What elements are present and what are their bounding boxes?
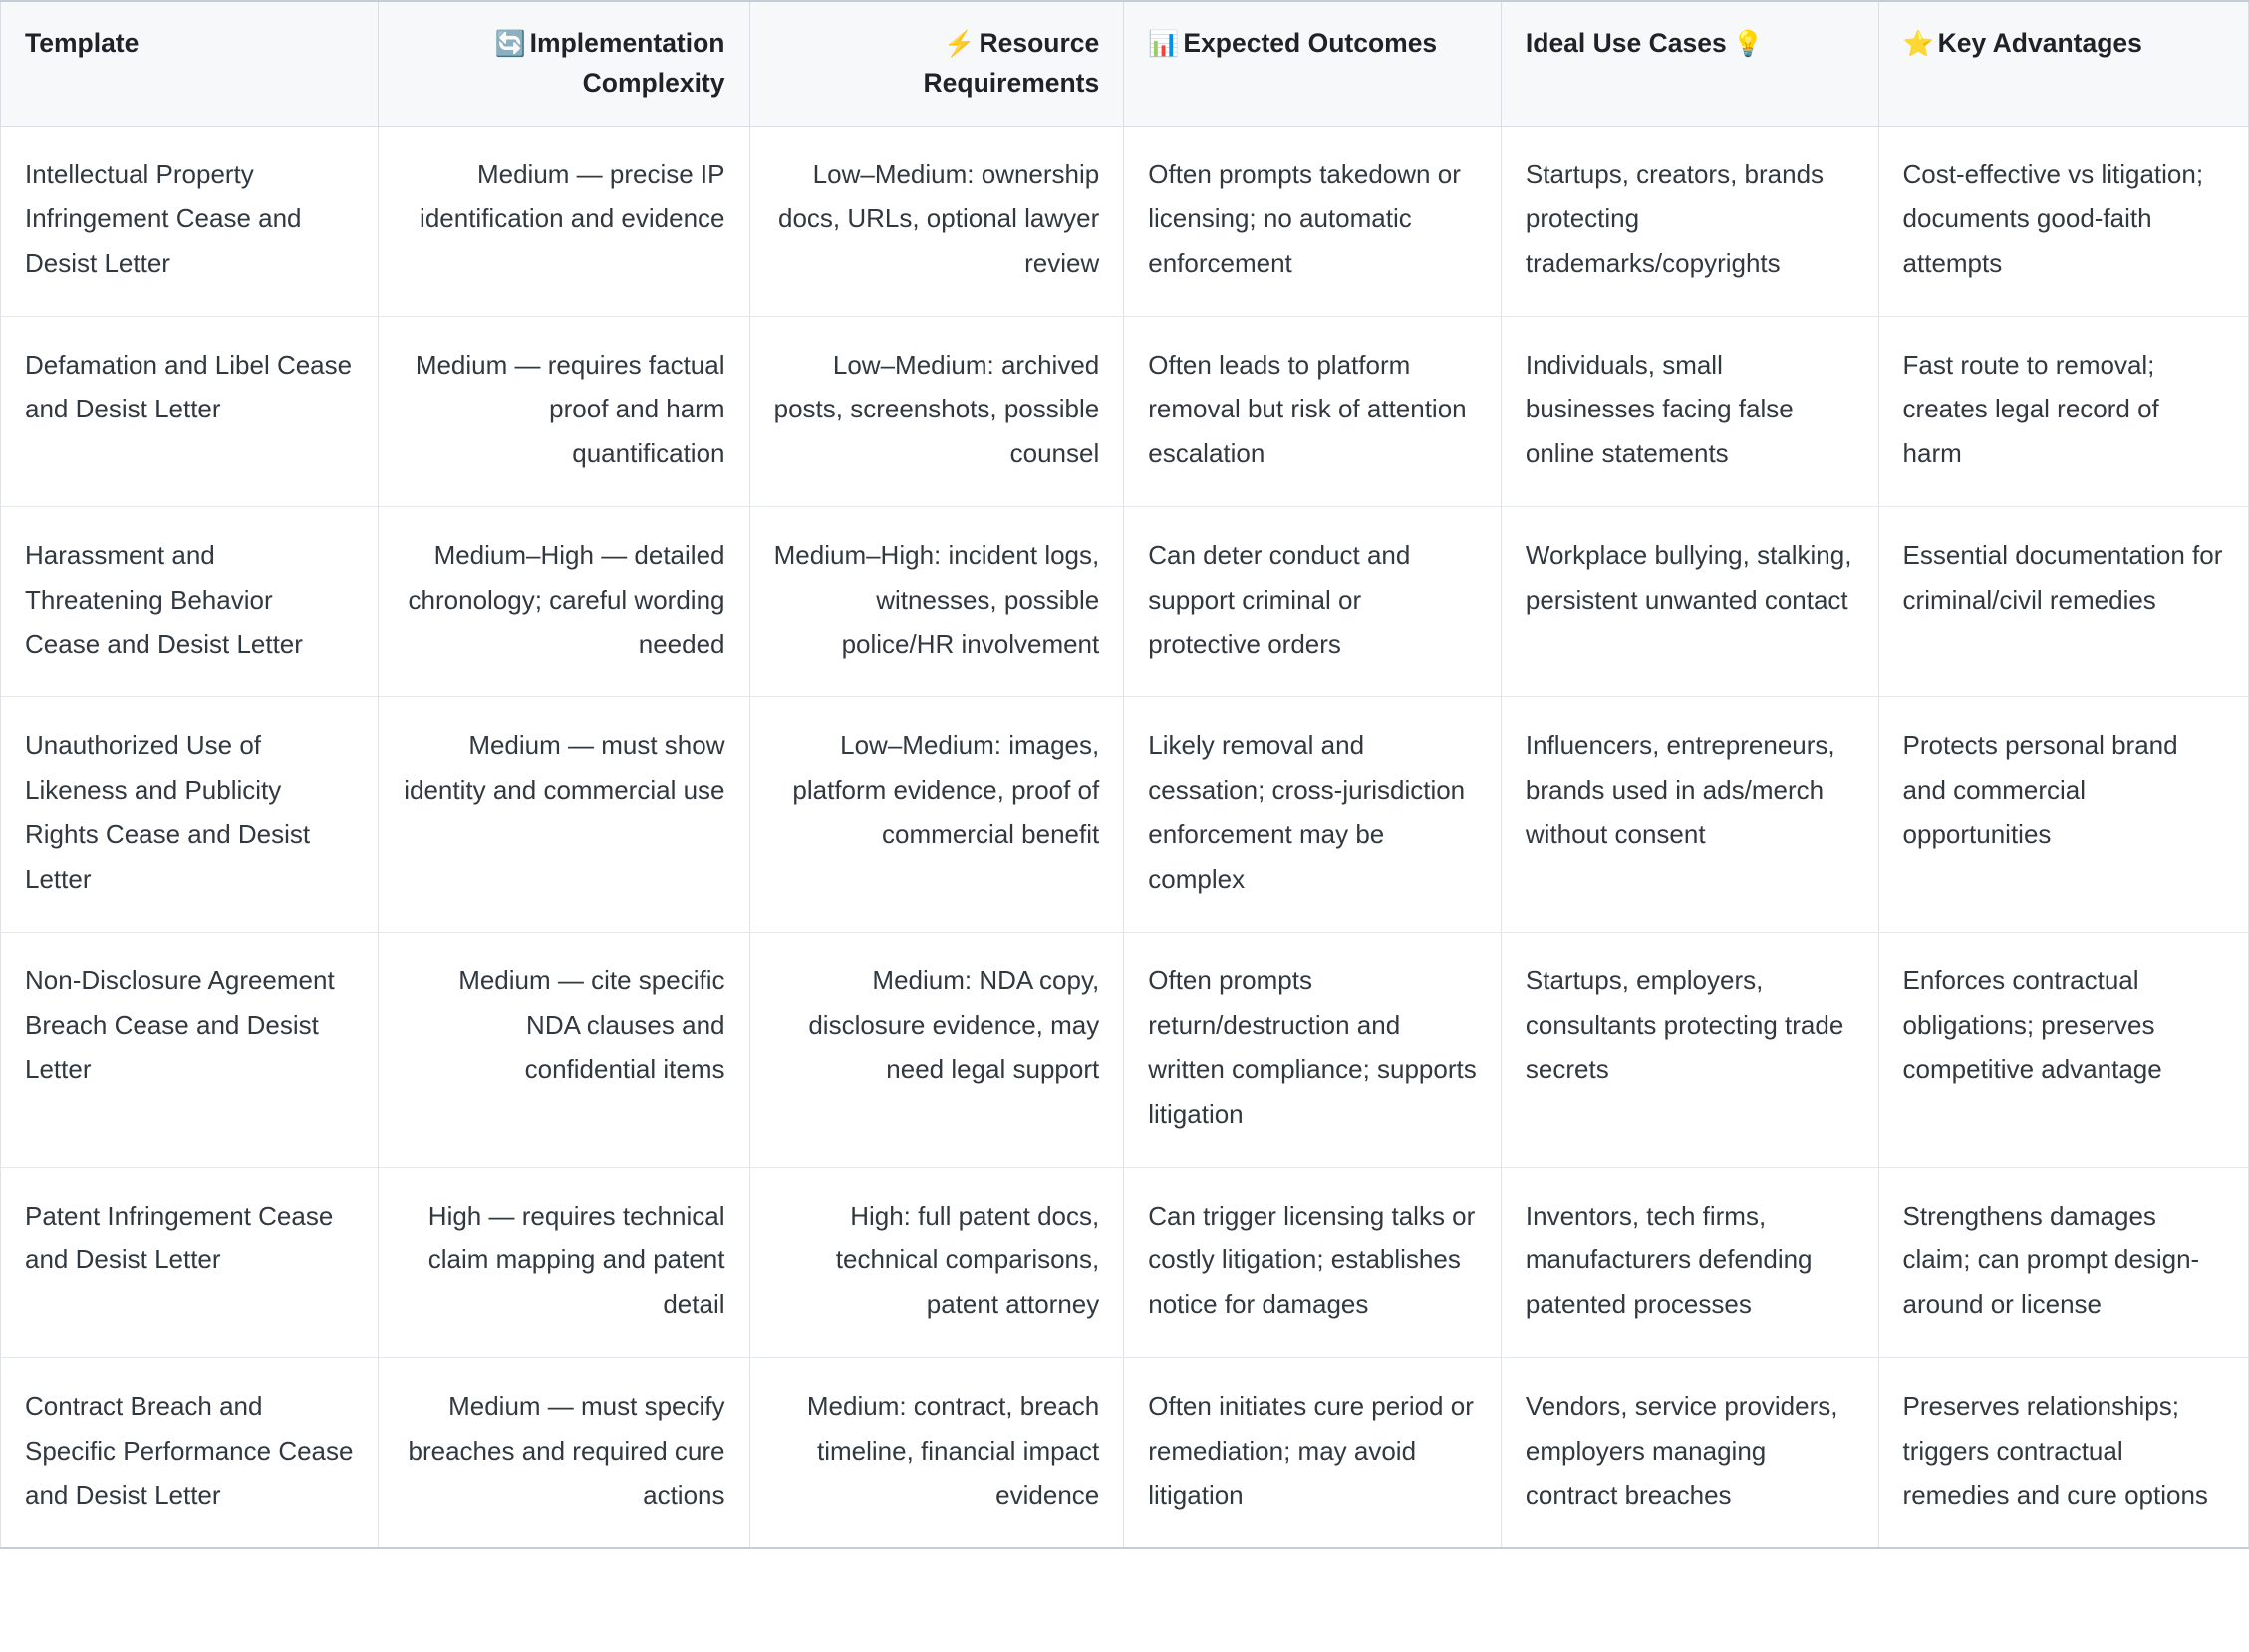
cell-complexity: High — requires technical claim mapping and patent detail xyxy=(378,1167,749,1357)
cell-complexity: Medium — must specify breaches and required cure actions xyxy=(378,1357,749,1548)
cell-advantages: Strengthens damages claim; can prompt design-around or license xyxy=(1878,1167,2248,1357)
column-header-expected-outcomes-label: Expected Outcomes xyxy=(1183,28,1438,58)
cell-resources: Low–Medium: archived posts, screenshots, possible counsel xyxy=(749,316,1124,506)
column-header-expected-outcomes[interactable] xyxy=(1124,1,1502,126)
lightning-icon: ⚡ xyxy=(944,30,976,58)
column-header-resource-requirements-label: Resource Requirements xyxy=(923,28,1100,98)
cell-outcomes: Often initiates cure period or remediation; may avoid litigation xyxy=(1124,1357,1502,1548)
cell-template: Non-Disclosure Agreement Breach Cease and Desist Letter xyxy=(1,932,379,1167)
cell-advantages: Enforces contractual obligations; preserves competitive advantage xyxy=(1878,932,2248,1167)
cell-use-cases: Startups, creators, brands protecting trademarks/copyrights xyxy=(1501,126,1878,316)
column-header-key-advantages[interactable] xyxy=(1878,1,2248,126)
cell-advantages: Essential documentation for criminal/civil remedies xyxy=(1878,506,2248,696)
table-row xyxy=(1,506,2249,696)
cell-template: Patent Infringement Cease and Desist Letter xyxy=(1,1167,379,1357)
table-row xyxy=(1,126,2249,316)
cell-advantages: Cost-effective vs litigation; documents good-faith attempts xyxy=(1878,126,2248,316)
cell-complexity: Medium–High — detailed chronology; careful wording needed xyxy=(378,506,749,696)
cell-template: Unauthorized Use of Likeness and Publicity Rights Cease and Desist Letter xyxy=(1,696,379,932)
cell-template: Intellectual Property Infringement Cease and Desist Letter xyxy=(1,126,379,316)
cell-outcomes: Often leads to platform removal but risk of attention escalation xyxy=(1124,316,1502,506)
column-header-template[interactable] xyxy=(1,1,379,126)
table-header xyxy=(1,1,2249,126)
column-header-ideal-use-cases-label: Ideal Use Cases xyxy=(1525,28,1727,58)
cell-resources: Medium: contract, breach timeline, financial impact evidence xyxy=(749,1357,1124,1548)
cell-complexity: Medium — requires factual proof and harm quantification xyxy=(378,316,749,506)
cell-use-cases: Workplace bullying, stalking, persistent unwanted contact xyxy=(1501,506,1878,696)
table-row xyxy=(1,1167,2249,1357)
cell-resources: Low–Medium: images, platform evidence, proof of commercial benefit xyxy=(749,696,1124,932)
lightbulb-icon: 💡 xyxy=(1732,30,1764,58)
cell-advantages: Fast route to removal; creates legal record of harm xyxy=(1878,316,2248,506)
column-header-ideal-use-cases[interactable] xyxy=(1501,1,1878,126)
cell-outcomes: Likely removal and cessation; cross-jurisdiction enforcement may be complex xyxy=(1124,696,1502,932)
star-icon: ⭐ xyxy=(1902,30,1934,58)
bar-chart-icon: 📊 xyxy=(1148,30,1180,58)
table-row xyxy=(1,696,2249,932)
cell-outcomes: Often prompts takedown or licensing; no automatic enforcement xyxy=(1124,126,1502,316)
cell-use-cases: Inventors, tech firms, manufacturers defending patented processes xyxy=(1501,1167,1878,1357)
table-body xyxy=(1,126,2249,1548)
cell-resources: Medium–High: incident logs, witnesses, possible police/HR involvement xyxy=(749,506,1124,696)
column-header-template-label: Template xyxy=(25,28,140,58)
cell-template: Defamation and Libel Cease and Desist Letter xyxy=(1,316,379,506)
cell-outcomes: Can deter conduct and support criminal or protective orders xyxy=(1124,506,1502,696)
column-header-implementation-complexity[interactable] xyxy=(378,1,749,126)
table-row xyxy=(1,932,2249,1167)
cell-complexity: Medium — precise IP identification and evidence xyxy=(378,126,749,316)
cell-resources: Low–Medium: ownership docs, URLs, optional lawyer review xyxy=(749,126,1124,316)
cell-outcomes: Can trigger licensing talks or costly litigation; establishes notice for damages xyxy=(1124,1167,1502,1357)
refresh-icon: 🔄 xyxy=(494,30,526,58)
cell-advantages: Preserves relationships; triggers contractual remedies and cure options xyxy=(1878,1357,2248,1548)
cell-advantages: Protects personal brand and commercial opportunities xyxy=(1878,696,2248,932)
cell-template: Contract Breach and Specific Performance Cease and Desist Letter xyxy=(1,1357,379,1548)
cell-resources: High: full patent docs, technical comparisons, patent attorney xyxy=(749,1167,1124,1357)
column-header-key-advantages-label: Key Advantages xyxy=(1937,28,2142,58)
cell-template: Harassment and Threatening Behavior Cease and Desist Letter xyxy=(1,506,379,696)
cell-complexity: Medium — cite specific NDA clauses and confidential items xyxy=(378,932,749,1167)
table-header-row xyxy=(1,1,2249,126)
cell-resources: Medium: NDA copy, disclosure evidence, may need legal support xyxy=(749,932,1124,1167)
cell-use-cases: Startups, employers, consultants protecting trade secrets xyxy=(1501,932,1878,1167)
column-header-resource-requirements[interactable] xyxy=(749,1,1124,126)
table-row xyxy=(1,316,2249,506)
table-row xyxy=(1,1357,2249,1548)
column-header-implementation-complexity-label: Implementation Complexity xyxy=(529,28,725,98)
cell-use-cases: Vendors, service providers, employers managing contract breaches xyxy=(1501,1357,1878,1548)
cell-outcomes: Often prompts return/destruction and written compliance; supports litigation xyxy=(1124,932,1502,1167)
cell-use-cases: Influencers, entrepreneurs, brands used in ads/merch without consent xyxy=(1501,696,1878,932)
cell-use-cases: Individuals, small businesses facing false online statements xyxy=(1501,316,1878,506)
cell-complexity: Medium — must show identity and commercial use xyxy=(378,696,749,932)
